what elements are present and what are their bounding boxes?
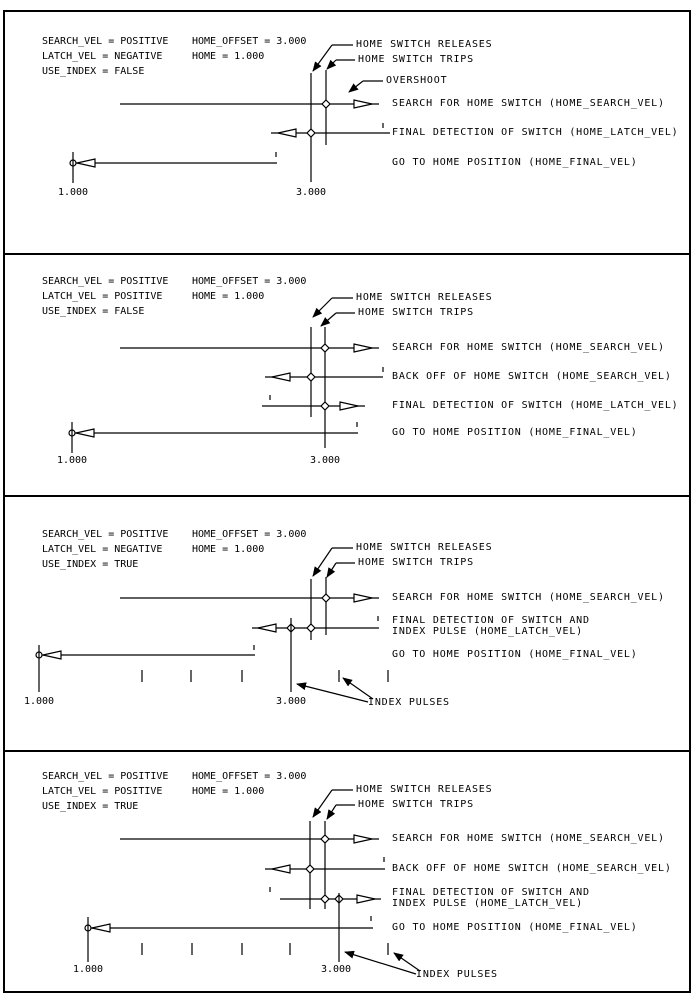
panel-4-geometry [85, 790, 420, 974]
callout-home-switch-trips: HOME SWITCH TRIPS [358, 54, 474, 65]
param-search-vel: SEARCH_VEL = POSITIVE [42, 529, 169, 540]
param-search-vel: SEARCH_VEL = POSITIVE [42, 36, 169, 47]
param-use-index: USE_INDEX = FALSE [42, 306, 145, 317]
param-search-vel: SEARCH_VEL = POSITIVE [42, 276, 169, 287]
callout-home-switch-releases: HOME SWITCH RELEASES [356, 542, 493, 553]
action-search-label: SEARCH FOR HOME SWITCH (HOME_SEARCH_VEL) [392, 342, 665, 353]
param-home: HOME = 1.000 [192, 786, 265, 797]
action-gohome-label: GO TO HOME POSITION (HOME_FINAL_VEL) [392, 922, 638, 933]
param-search-vel: SEARCH_VEL = POSITIVE [42, 771, 169, 782]
param-latch-vel: LATCH_VEL = NEGATIVE [42, 544, 163, 555]
action-final-label: FINAL DETECTION OF SWITCH (HOME_LATCH_VEL) [392, 400, 679, 411]
axis-offset-value: 3.000 [309, 455, 341, 466]
callout-home-switch-releases: HOME SWITCH RELEASES [356, 292, 493, 303]
param-use-index: USE_INDEX = FALSE [42, 66, 145, 77]
param-home: HOME = 1.000 [192, 544, 265, 555]
action-gohome-label: GO TO HOME POSITION (HOME_FINAL_VEL) [392, 427, 638, 438]
axis-home-value: 1.000 [57, 187, 89, 198]
param-use-index: USE_INDEX = TRUE [42, 801, 139, 812]
action-search-label: SEARCH FOR HOME SWITCH (HOME_SEARCH_VEL) [392, 98, 665, 109]
callout-home-switch-trips: HOME SWITCH TRIPS [358, 307, 474, 318]
callout-home-switch-releases: HOME SWITCH RELEASES [356, 39, 493, 50]
axis-offset-value: 3.000 [275, 696, 307, 707]
callout-home-switch-releases: HOME SWITCH RELEASES [356, 784, 493, 795]
action-final-label: FINAL DETECTION OF SWITCH (HOME_LATCH_VEL) [392, 127, 679, 138]
param-home-offset: HOME_OFFSET = 3.000 [192, 36, 307, 47]
action-final-label-line1: FINAL DETECTION OF SWITCH AND [392, 615, 590, 626]
axis-home-value: 1.000 [56, 455, 88, 466]
index-pulse-ticks [142, 670, 388, 682]
action-search-label: SEARCH FOR HOME SWITCH (HOME_SEARCH_VEL) [392, 592, 665, 603]
param-latch-vel: LATCH_VEL = POSITIVE [42, 291, 163, 302]
param-home-offset: HOME_OFFSET = 3.000 [192, 276, 307, 287]
action-gohome-label: GO TO HOME POSITION (HOME_FINAL_VEL) [392, 649, 638, 660]
action-backoff-label: BACK OFF OF HOME SWITCH (HOME_SEARCH_VEL) [392, 371, 672, 382]
panel-2-geometry [69, 298, 383, 453]
param-home-offset: HOME_OFFSET = 3.000 [192, 529, 307, 540]
param-latch-vel: LATCH_VEL = NEGATIVE [42, 51, 163, 62]
axis-home-value: 1.000 [72, 964, 104, 975]
param-home: HOME = 1.000 [192, 291, 265, 302]
axis-offset-value: 3.000 [320, 964, 352, 975]
axis-home-value: 1.000 [23, 696, 55, 707]
action-search-label: SEARCH FOR HOME SWITCH (HOME_SEARCH_VEL) [392, 833, 665, 844]
axis-offset-value: 3.000 [295, 187, 327, 198]
action-final-label-line1: FINAL DETECTION OF SWITCH AND [392, 887, 590, 898]
action-backoff-label: BACK OFF OF HOME SWITCH (HOME_SEARCH_VEL) [392, 863, 672, 874]
index-pulse-ticks [142, 943, 388, 955]
param-latch-vel: LATCH_VEL = POSITIVE [42, 786, 163, 797]
callout-home-switch-trips: HOME SWITCH TRIPS [358, 557, 474, 568]
action-gohome-label: GO TO HOME POSITION (HOME_FINAL_VEL) [392, 157, 638, 168]
param-home-offset: HOME_OFFSET = 3.000 [192, 771, 307, 782]
param-use-index: USE_INDEX = TRUE [42, 559, 139, 570]
callout-overshoot: OVERSHOOT [386, 75, 448, 86]
callout-home-switch-trips: HOME SWITCH TRIPS [358, 799, 474, 810]
param-home: HOME = 1.000 [192, 51, 265, 62]
index-pulses-label: INDEX PULSES [368, 697, 450, 708]
action-final-label-line2: INDEX PULSE (HOME_LATCH_VEL) [392, 898, 583, 909]
action-final-label-line2: INDEX PULSE (HOME_LATCH_VEL) [392, 626, 583, 637]
index-pulses-label: INDEX PULSES [416, 969, 498, 980]
